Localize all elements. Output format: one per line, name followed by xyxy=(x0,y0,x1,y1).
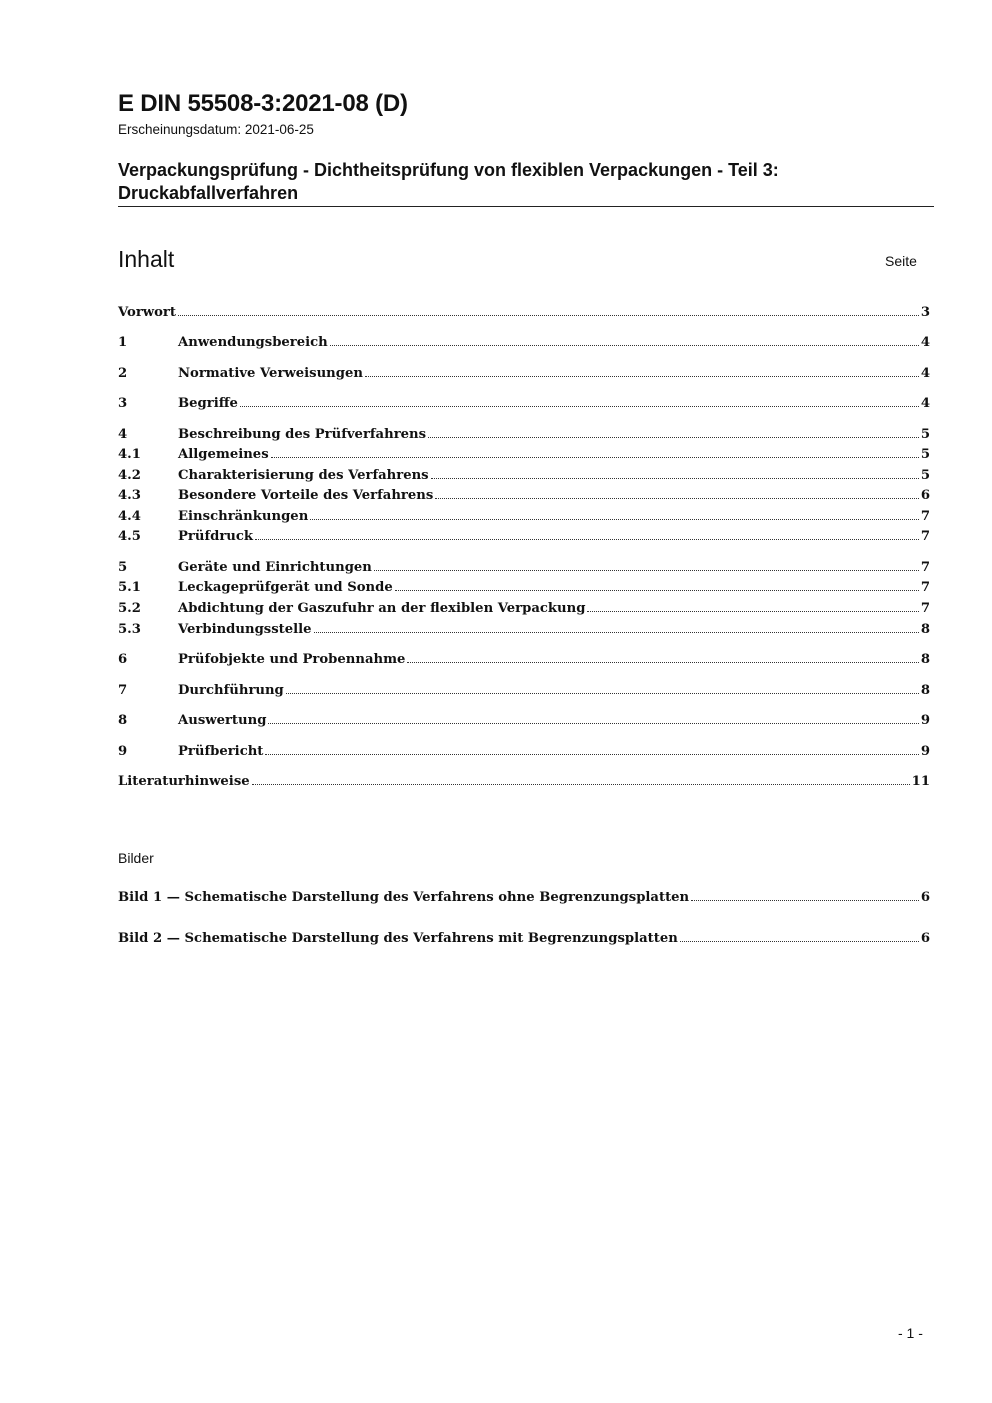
toc-leader xyxy=(587,599,918,612)
toc-entry-text: Normative Verweisungen xyxy=(178,366,363,381)
toc-entry-4-5[interactable] xyxy=(118,527,930,545)
toc-entry-6[interactable] xyxy=(118,650,930,668)
toc-entry-text: Prüfobjekte und Probennahme xyxy=(178,652,406,667)
toc-entry-text: Prüfdruck xyxy=(178,529,254,544)
title-divider xyxy=(118,206,934,207)
toc-entry-page: 9 xyxy=(920,744,930,759)
toc-entry-number: 9 xyxy=(118,744,128,759)
toc-entry-number: 4.4 xyxy=(118,509,141,524)
toc-entry-7[interactable] xyxy=(118,681,930,699)
toc-entry-text: Verbindungsstelle xyxy=(178,622,312,637)
toc-entry-page: 9 xyxy=(920,713,930,728)
toc-entry-page: 11 xyxy=(911,774,930,789)
toc-entry-page: 7 xyxy=(920,509,930,524)
toc-entry-text: Abdichtung der Gaszufuhr an der flexiblen Verpackung xyxy=(178,601,586,616)
toc-entry-page: 7 xyxy=(920,529,930,544)
publication-date: Erscheinungsdatum: 2021-06-25 xyxy=(118,122,314,137)
toc-entry-4[interactable] xyxy=(118,425,930,443)
toc-entry-page: 4 xyxy=(920,335,930,350)
toc-entry-page: 7 xyxy=(920,601,930,616)
toc-entry-number: 4.5 xyxy=(118,529,141,544)
document-id: E DIN 55508-3:2021-08 (D) xyxy=(118,90,408,117)
toc-entry-page: 4 xyxy=(920,396,930,411)
toc-leader xyxy=(395,578,919,591)
toc-entry-1[interactable] xyxy=(118,333,930,351)
toc-leader xyxy=(178,303,919,316)
toc-entry-5-1[interactable] xyxy=(118,578,930,596)
toc-leader xyxy=(691,888,919,901)
toc-leader xyxy=(407,650,918,663)
toc-entry-number: 1 xyxy=(118,335,128,350)
toc-entry-text: Einschränkungen xyxy=(178,509,309,524)
figure-entry-page: 6 xyxy=(920,931,930,946)
toc-entry-5-3[interactable] xyxy=(118,620,930,638)
figures-heading: Bilder xyxy=(118,850,154,866)
toc-leader xyxy=(271,445,919,458)
toc-entry-5[interactable] xyxy=(118,558,930,576)
toc-entry-page: 4 xyxy=(920,366,930,381)
toc-leader xyxy=(680,929,919,942)
toc-entry-text: Vorwort xyxy=(118,305,176,320)
toc-entry-page: 3 xyxy=(920,305,930,320)
toc-entry-page: 7 xyxy=(920,580,930,595)
toc-entry-3[interactable] xyxy=(118,394,930,412)
toc-entry-text: Anwendungsbereich xyxy=(178,335,328,350)
toc-entry-page: 8 xyxy=(920,622,930,637)
toc-entry-literaturhinweise[interactable] xyxy=(118,772,930,790)
toc-entry-number: 5.1 xyxy=(118,580,141,595)
page-number: - 1 - xyxy=(898,1325,923,1341)
toc-entry-4-4[interactable] xyxy=(118,507,930,525)
toc-entry-text: Besondere Vorteile des Verfahrens xyxy=(178,488,434,503)
toc-leader xyxy=(265,742,918,755)
toc-leader xyxy=(365,364,919,377)
toc-entry-number: 8 xyxy=(118,713,128,728)
toc-entry-2[interactable] xyxy=(118,364,930,382)
toc-entry-text: Begriffe xyxy=(178,396,238,411)
toc-entry-vorwort[interactable] xyxy=(118,303,930,321)
toc-entry-text: Beschreibung des Prüfverfahrens xyxy=(178,427,427,442)
toc-leader xyxy=(310,507,919,520)
toc-entry-4-3[interactable] xyxy=(118,486,930,504)
toc-entry-page: 8 xyxy=(920,683,930,698)
toc-entry-text: Literaturhinweise xyxy=(118,774,250,789)
toc-entry-5-2[interactable] xyxy=(118,599,930,617)
toc-entry-number: 4.1 xyxy=(118,447,141,462)
toc-entry-number: 4.3 xyxy=(118,488,141,503)
toc-entry-page: 8 xyxy=(920,652,930,667)
toc-entry-number: 4 xyxy=(118,427,128,442)
toc-leader xyxy=(240,394,919,407)
figure-entry-2[interactable] xyxy=(118,929,930,947)
toc-entry-8[interactable] xyxy=(118,711,930,729)
toc-leader xyxy=(252,772,910,785)
toc-leader xyxy=(314,620,919,633)
toc-entry-page: 5 xyxy=(920,447,930,462)
toc-heading: Inhalt xyxy=(118,246,175,272)
figure-entry-page: 6 xyxy=(920,890,930,905)
toc-page-column-label: Seite xyxy=(885,253,917,269)
toc-entry-text: Durchführung xyxy=(178,683,284,698)
toc-entry-text: Geräte und Einrichtungen xyxy=(178,560,372,575)
toc-entry-number: 5.3 xyxy=(118,622,141,637)
toc-leader xyxy=(286,681,919,694)
toc-entry-number: 4.2 xyxy=(118,468,141,483)
toc-entry-text: Auswertung xyxy=(178,713,267,728)
toc-entry-page: 7 xyxy=(920,560,930,575)
toc-entry-number: 7 xyxy=(118,683,128,698)
toc-leader xyxy=(431,466,919,479)
toc-entry-text: Charakterisierung des Verfahrens xyxy=(178,468,429,483)
figure-entry-1[interactable] xyxy=(118,888,930,906)
toc-entry-9[interactable] xyxy=(118,742,930,760)
toc-leader xyxy=(330,333,919,346)
toc-entry-4-1[interactable] xyxy=(118,445,930,463)
toc-entry-number: 3 xyxy=(118,396,128,411)
toc-entry-number: 5 xyxy=(118,560,128,575)
toc-leader xyxy=(435,486,919,499)
document-title: Verpackungsprüfung - Dichtheitsprüfung von flexiblen Verpackungen - Teil 3: Druckabfallverfahren xyxy=(118,160,779,203)
toc-entry-number: 6 xyxy=(118,652,128,667)
figure-entry-text: Bild 1 — Schematische Darstellung des Verfahrens ohne Begrenzungsplatten xyxy=(118,890,690,905)
figure-entry-text: Bild 2 — Schematische Darstellung des Verfahrens mit Begrenzungsplatten xyxy=(118,931,678,946)
toc-leader xyxy=(268,711,918,724)
toc-entry-page: 5 xyxy=(920,468,930,483)
toc-leader xyxy=(374,558,919,571)
toc-entry-page: 6 xyxy=(920,488,930,503)
toc-entry-4-2[interactable] xyxy=(118,466,930,484)
toc-leader xyxy=(255,527,919,540)
toc-entry-number: 5.2 xyxy=(118,601,141,616)
toc-entry-page: 5 xyxy=(920,427,930,442)
toc-leader xyxy=(428,425,919,438)
toc-entry-number: 2 xyxy=(118,366,128,381)
toc-entry-text: Allgemeines xyxy=(178,447,269,462)
toc-entry-text: Prüfbericht xyxy=(178,744,264,759)
toc-entry-text: Leckageprüfgerät und Sonde xyxy=(178,580,393,595)
